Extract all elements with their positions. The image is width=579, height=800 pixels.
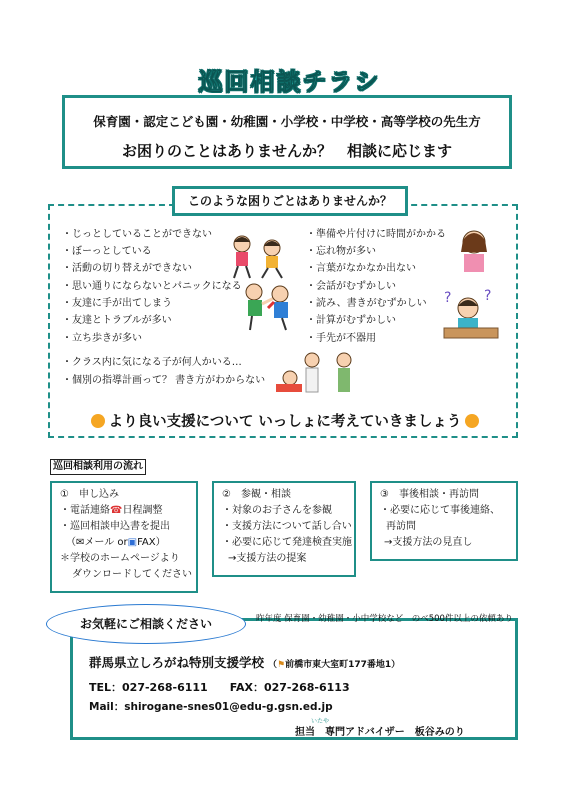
- step-line-text: メール or: [84, 537, 128, 548]
- staff-name: 担当 専門アドバイザー 板谷みのり: [295, 727, 465, 738]
- smile-icon: [91, 414, 105, 428]
- flow-label: 巡回相談利用の流れ: [50, 459, 146, 475]
- step-title: ② 参観・相談: [222, 489, 291, 500]
- step-line: ・対象のお子さんを参観: [222, 505, 332, 516]
- worried-girl-illustration: [454, 226, 496, 274]
- address-open: （: [268, 660, 278, 670]
- step-line-text: FAX）: [137, 537, 166, 548]
- header-box: [62, 95, 512, 169]
- thinking-student-illustration: [440, 288, 502, 342]
- concern-item: ・忘れ物が多い: [306, 246, 376, 257]
- concerns-heading: このような困りごとはありませんか？: [172, 186, 408, 216]
- concern-item: ・活動の切り替えができない: [62, 263, 192, 274]
- step-line: ・支援方法について話し合い: [222, 521, 352, 532]
- step-line: ・必要に応じて事後連絡、: [380, 505, 500, 516]
- mail-icon: ✉: [76, 537, 85, 548]
- email: Mail：shirogane-snes01@edu-g.gsn.ed.jp: [89, 701, 333, 713]
- concern-item: ・準備や片付けに時間がかかる: [306, 229, 446, 240]
- consult-oval: お気軽にご相談ください: [46, 604, 246, 644]
- concern-item: ・手先が不器用: [306, 333, 376, 344]
- concern-item: ・クラス内に気になる子が何人かいる…: [62, 357, 242, 368]
- header-audience: 保育園・認定こども園・幼稚園・小学校・中学校・高等学校の先生方: [93, 114, 481, 129]
- concern-item: ・会話がむずかしい: [306, 281, 396, 292]
- svg-text:?: ?: [444, 290, 452, 306]
- page-title: 巡回相談チラシ: [198, 68, 381, 96]
- step-followup-box: [370, 481, 518, 561]
- concern-item: ・友達に手が出てしまう: [62, 298, 172, 309]
- step-line-text: （: [66, 537, 76, 548]
- svg-text:?: ?: [484, 288, 492, 304]
- teacher-child-illustration: [272, 350, 368, 396]
- phone-icon: ☎: [110, 505, 123, 516]
- concern-item: ・言葉がなかなか出ない: [306, 263, 416, 274]
- children-fighting-illustration: [240, 278, 296, 334]
- step-line: [60, 503, 162, 519]
- step-line: →支援方法の提案: [228, 553, 307, 564]
- address: 前橋市東大室町177番地1）: [285, 660, 401, 670]
- concern-item: ・思い通りにならないとパニックになる: [62, 281, 242, 292]
- step-title: ① 申し込み: [60, 489, 119, 500]
- step-line: ・必要に応じて発達検査実施: [222, 537, 352, 548]
- step-line-text: ・電話連絡: [60, 505, 110, 516]
- map-pin-icon: ⚑: [277, 660, 286, 670]
- name-ruby: いたや: [311, 718, 330, 725]
- concern-item: ・友達とトラブルが多い: [62, 315, 172, 326]
- school-name: 群馬県立しろがね特別支援学校: [89, 655, 265, 670]
- step-title: ③ 事後相談・再訪問: [380, 489, 479, 500]
- header-message: お困りのことはありませんか？ 相談に応じます: [121, 142, 452, 160]
- concern-item: ・読み、書きがむずかしい: [306, 298, 427, 309]
- concern-item: ・立ち歩きが多い: [62, 333, 142, 344]
- concern-item: ・個別の指導計画って？ 書き方がわからない: [62, 375, 266, 386]
- step-line: ＊学校のホームページより: [60, 553, 180, 564]
- step-line: [66, 535, 166, 551]
- concern-item: ・じっとしていることができない: [62, 229, 212, 240]
- smile-icon: [465, 414, 479, 428]
- concern-item: ・計算がむずかしい: [306, 315, 396, 326]
- request-note: 昨年度 保育園・幼稚園・小中学校など のべ500件以上の依頼あり: [256, 614, 513, 624]
- closing-text: より良い支援について いっしょに考えていきましょう: [108, 414, 462, 430]
- step-line: →支援方法の見直し: [384, 537, 473, 548]
- step-line: ダウンロードしてください: [72, 569, 192, 580]
- concern-item: ・ぼーっとしている: [62, 246, 152, 257]
- step-line: ・巡回相談申込書を提出: [60, 521, 170, 532]
- closing-message: [70, 410, 500, 431]
- tel-fax: TEL：027-268-6111 FAX：027-268-6113: [89, 681, 350, 694]
- step-apply-box: [50, 481, 198, 593]
- school-line: [89, 653, 400, 671]
- step-observe-box: [212, 481, 356, 577]
- fax-icon: ▣: [127, 537, 138, 548]
- step-line: 再訪問: [386, 521, 416, 532]
- step-line-text: 日程調整: [122, 505, 163, 516]
- children-running-illustration: [222, 232, 292, 282]
